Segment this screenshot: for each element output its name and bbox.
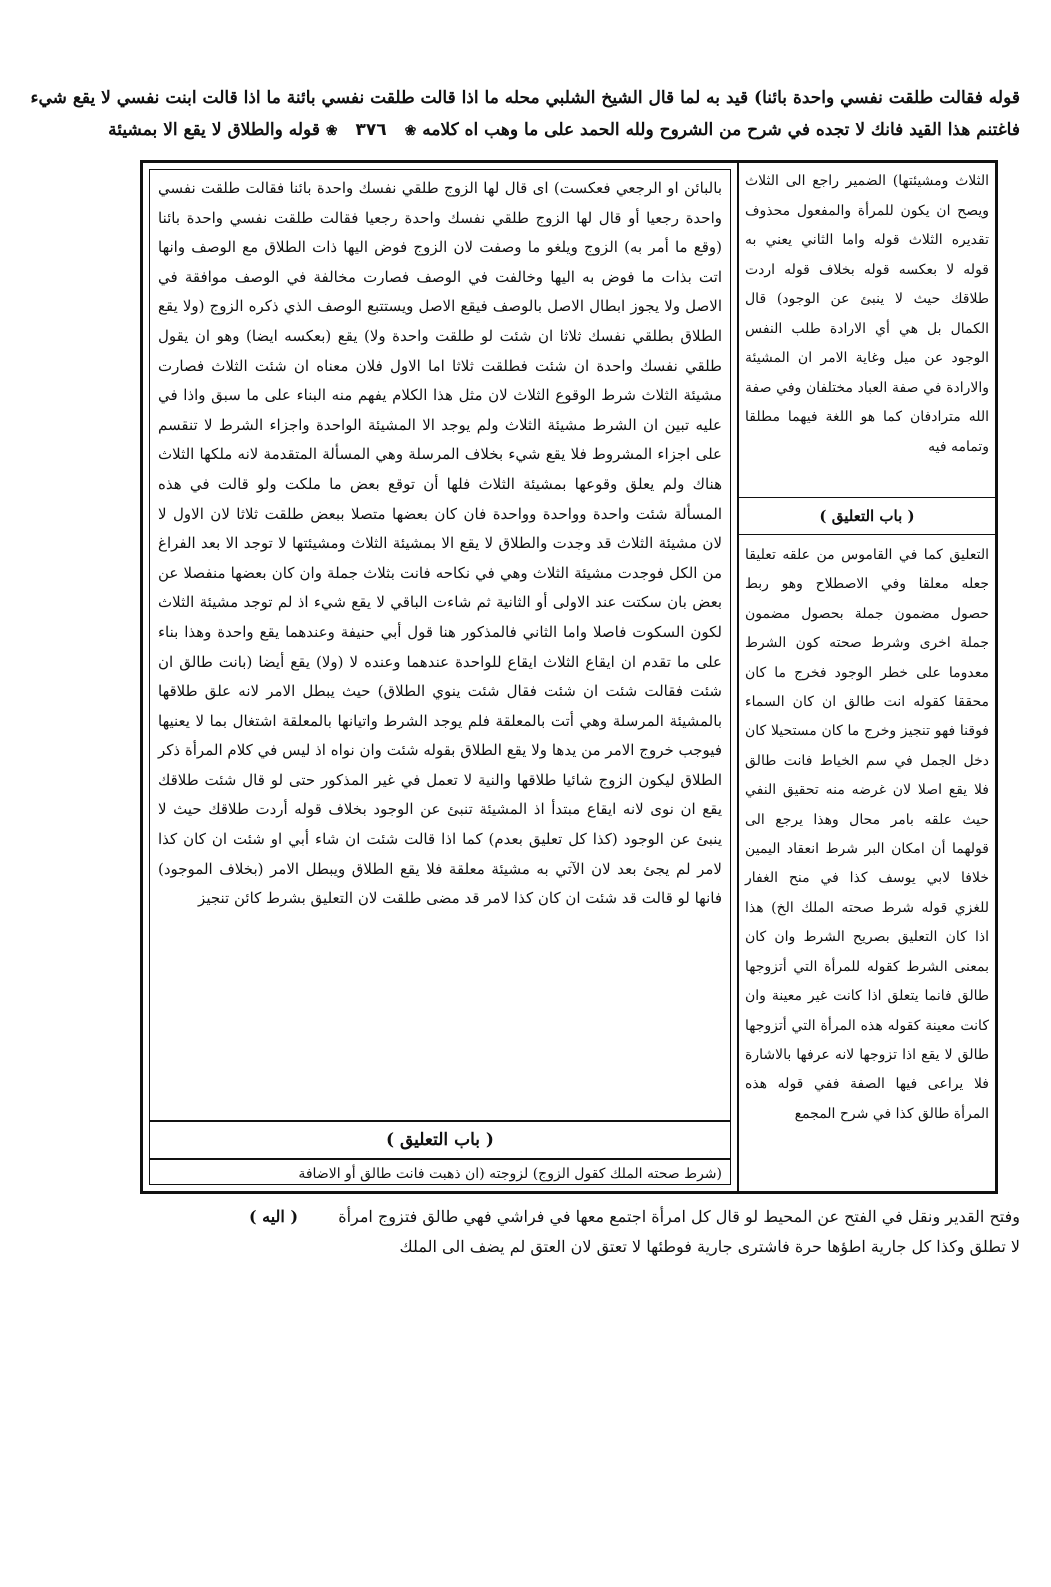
header-line-2 — [108, 114, 1020, 147]
page-number: ٣٧٦ — [355, 120, 387, 140]
main-column-box — [149, 169, 731, 1185]
main-section-heading: ( باب التعليق ) — [150, 1120, 730, 1160]
footer-line-1 — [150, 1202, 1020, 1232]
page-footer — [150, 1202, 1020, 1262]
page-header — [30, 82, 1020, 147]
commentary-top-paragraph: الثلاث ومشيئتها) الضمير راجع الى الثلاث ويصح ان يكون للمرأة والمفعول محذوف تقديره الثلاث قوله واما الثاني يعني به قوله لا بعكسه قوله بخلاف قوله اردت طلاقك حيث لا ينبئ عن الوجود) قال الكمال بل هي أي الارادة طلب النفس الوجود عن ميل وغاية الامر ان المشيئة والارادة في صفة العباد مختلفان وفي صفة الله مترادفان كما هو اللغة فيهما مطلقا وتمامه فيه — [745, 173, 989, 455]
header-line-1: قوله فقالت طلقت نفسي واحدة بائنا) قيد به لما قال الشيخ الشلبي محله ما اذا قالت طلقت نفسي بائنة ما اذا قالت ابنت نفسي لا يقع شيء — [30, 88, 1020, 108]
commentary-top — [745, 167, 989, 492]
header-line-2-left: قوله والطلاق لا يقع الا بمشيئة — [108, 120, 320, 140]
main-after-heading: (شرط صحته الملك كقول الزوج) لزوجته (ان ذهبت فانت طالق أو الاضافة — [298, 1166, 722, 1182]
main-column — [143, 163, 739, 1191]
ornament-icon: ❀ — [404, 123, 417, 139]
text-frame — [140, 160, 998, 1194]
main-paragraph: بالبائن او الرجعي فعكست) اى قال لها الزوج طلقي نفسك واحدة بائنا فقالت طلقت نفسي واحدة رجعيا أو قال لها الزوج طلقي نفسك واحدة رجعيا فقالت طلقت نفسي واحدة بائنا (وقع ما أمر به) الزوج ويلغو ما وصفت لان الزوج فوض اليها ذات الطلاق مع الوصف وانها اتت بذات ما فوض به اليها وخالفت في الوصف فصارت مخالفة في الوصف موافقة في الاصل ولا يجوز ابطال الاصل بالوصف فيقع الاصل ويستتبع الوصف الذي ذكره الزوج (ولا يقع الطلاق بطلقي نفسك ثلاثا ان شئت لو طلقت واحدة ولا) يقع (بعكسه ايضا) وهو ان يقول طلقي نفسك واحدة ان شئت فطلقت ثلاثا اما الاول فلان معناه ان شئت الثلاث فصارت مشيئة الثلاث شرط الوقوع الثلاث لان مثل هذا الكلام يفهم منه البناء على ما سبق واذا في عليه تبين ان الشرط مشيئة الثلاث ولم يوجد الا المشيئة الواحدة واجزاء الشرط لا تنقسم على اجزاء المشروط فلا يقع شيء بخلاف المرسلة وهي المسألة المتقدمة لانه ملكها الثلاث هناك ولم يعلق وقوعها بمشيئة الثلاث فلها أن توقع بعض ما ملكت ولو قالت في هذه المسألة شئت واحدة وواحدة وواحدة فان كان بعضها متصلا ببعض طلقت ثلاثا لان الاول لا لان مشيئة الثلاث قد وجدت والطلاق لا يقع الا بمشيئة الثلاث ومشيئتها لا توجد الا بعد الفراغ من الكل فوجدت مشيئة الثلاث وهي في نكاحه فانت بثلاث جملة وان كان بعضها منفصلا عن بعض بان سكتت عند الاولى أو الثانية ثم شاءت الباقي لا يقع شيء اذ لم توجد مشيئة الثلاث لكون السكوت فاصلا واما الثاني فالمذكور هنا قول أبي حنيفة وعندهما يقع واحدة وهذا بناء على ما تقدم ان ايقاع الثلاث ايقاع للواحدة عندهما وعنده لا (ولا) يقع أيضا (بانت طالق ان شئت فقالت شئت ان شئت فقال شئت ينوي الطلاق) حيث يبطل الامر لانه علق طلاقها بالمشيئة المرسلة وهي أتت بالمعلقة فلم يوجد الشرط واتيانها بالمعلقة اشتغال بما لا يعنيها فيوجب خروج الامر من يدها ولا يقع الطلاق بقوله شئت وان نواه اذ ليس في كلام المرأة ذكر الطلاق ليكون الزوج شائيا طلاقها والنية لا تعمل في غير المذكور حتى لو قال شئت طلاقك يقع ان نوى لانه ايقاع مبتدأ اذ المشيئة تنبئ عن الوجود بخلاف قوله أردت طلاقك حيث لا ينبئ عن الوجود (كذا كل تعليق بعدم) كما اذا قالت شئت ان شاء أبي او شئت ان كان كذا لامر لم يجئ بعد لان الآتي به مشيئة معلقة فلا يقع الطلاق ويبطل الامر (بخلاف الموجود) فانها لو قالت قد شئت ان كان كذا لامر قد مضى طلقت لان التعليق بشرط كائن تنجيز — [158, 179, 722, 908]
commentary-bottom — [745, 541, 989, 1191]
commentary-section-heading: ( باب التعليق ) — [739, 497, 995, 535]
footer-line-2: لا تطلق وكذا كل جارية اطؤها حرة فاشترى جارية فوطئها لا تعتق لان العتق لم يضف الى الملك — [399, 1237, 1020, 1256]
commentary-column — [739, 163, 995, 1191]
main-text — [158, 174, 722, 1114]
footer-line-1-text: وفتح القدير ونقل في الفتح عن المحيط لو قال كل امرأة اجتمع معها في فراشي فهي طالق فتزوج امرأة — [338, 1207, 1020, 1226]
footer-catchword: ( اليه ) — [249, 1207, 299, 1226]
header-line-2-right: فاغتنم هذا القيد فانك لا تجده في شرح من الشروح ولله الحمد على ما وهب اه كلامه — [422, 120, 1020, 140]
ornament-icon: ❀ — [325, 123, 338, 139]
commentary-bottom-paragraph: التعليق كما في القاموس من علقه تعليقا جعله معلقا وفي الاصطلاح وهو ربط حصول مضمون جملة بحصول مضمون جملة اخرى وشرط صحته كون الشرط معدوما على خطر الوجود فخرج ما كان محققا كقوله انت طالق ان كان السماء فوقنا فهو تنجيز وخرج ما كان مستحيلا كان دخل الجمل في سم الخياط فانت طالق فلا يقع اصلا لان غرضه منه تحقيق النفي حيث علقه بامر محال وهذا يرجع الى قولهما أن امكان البر شرط انعقاد اليمين خلافا لابي يوسف كذا في منح الغفار للغزي قوله شرط صحته الملك الخ) هذا اذا كان التعليق بصريح الشرط وان كان بمعنى الشرط كقوله للمرأة التي أتزوجها طالق فانما يتعلق اذا كانت غير معينة وان كانت معينة كقوله هذه المرأة التي أتزوجها طالق لا يقع اذا تزوجها لانه عرفها بالاشارة فلا يراعى فيها الصفة ففي قوله هذه المرأة طالق كذا في شرح المجمع — [745, 547, 989, 1122]
